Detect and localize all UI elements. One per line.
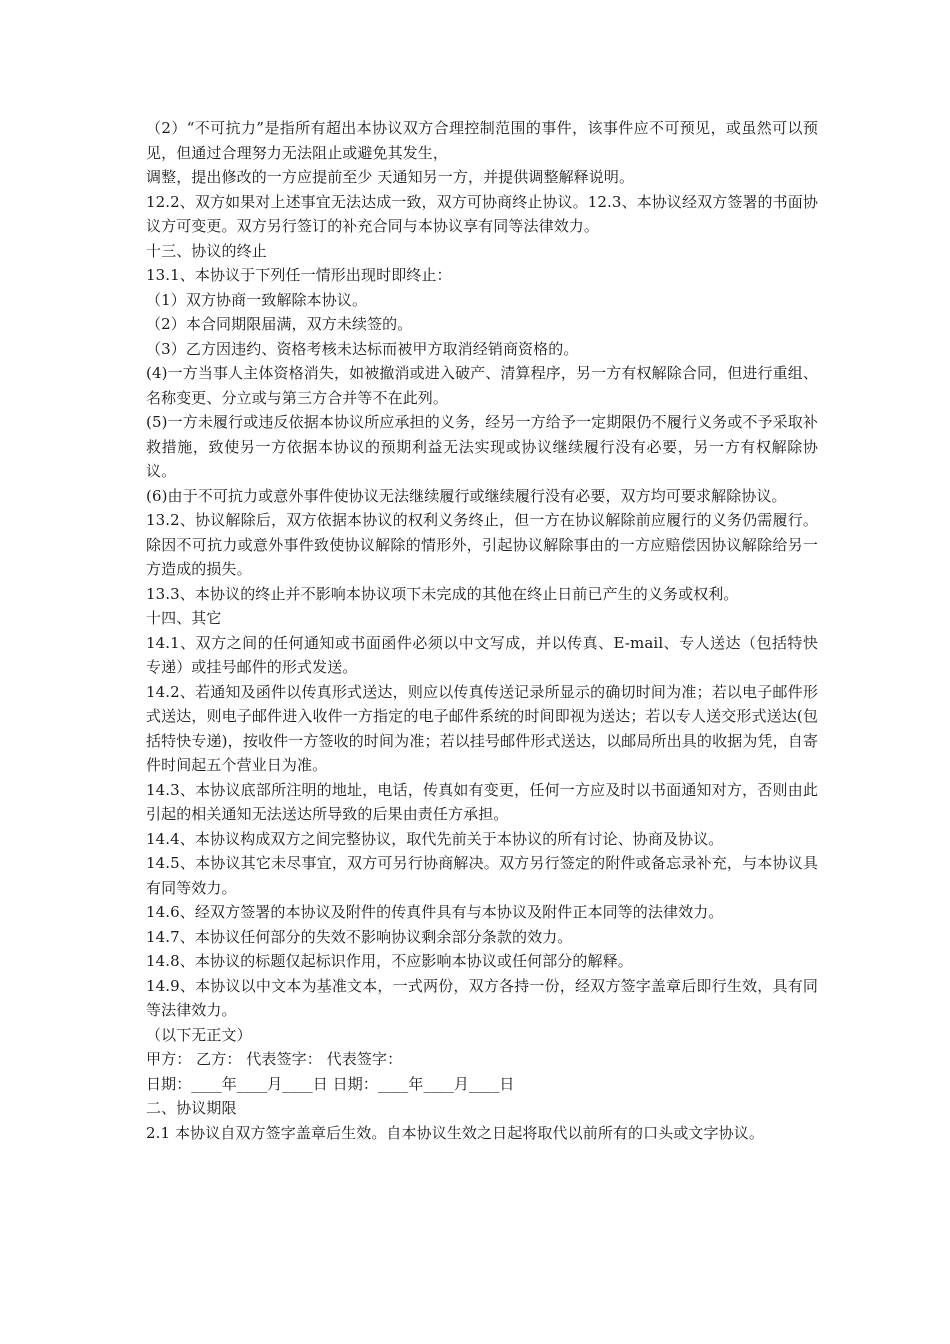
list-item-13-1-6: (6)由于不可抗力或意外事件使协议无法继续履行或继续履行没有必要，双方均可要求解除协议。 (146, 486, 787, 505)
list-item-13-1-4: (4)一方当事人主体资格消失，如被撤消或进入破产、清算程序，另一方有权解除合同，但进行重组、名称变更、分立或与第三方合并等不在此列。 (146, 364, 818, 407)
paragraph-force-majeure-definition: （2）“不可抗力”是指所有超出本协议双方合理控制范围的事件，该事件应不可预见，或虽然可以预见，但通过合理努力无法阻止或避免其发生， (146, 119, 818, 162)
paragraph-13-2: 13.2、协议解除后，双方依据本协议的权利义务终止，但一方在协议解除前应履行的义务仍需履行。除因不可抗力或意外事件致使协议解除的情形外，引起协议解除事由的一方应赔偿因协议解除给另一方造成的损失。 (146, 511, 818, 578)
list-item-13-1-2: （2）本合同期限届满，双方未续签的。 (146, 315, 413, 333)
paragraph-14-3: 14.3、本协议底部所注明的地址，电话，传真如有变更，任何一方应及时以书面通知对方，否则由此引起的相关通知无法送达所导致的后果由责任方承担。 (146, 780, 818, 823)
paragraph-adjustment-notice: 调整，提出修改的一方应提前至少 天通知另一方，并提供调整解释说明。 (146, 168, 635, 186)
paragraph-14-5: 14.5、本协议其它未尽事宜，双方可另行协商解决。双方另行签定的附件或备忘录补充，与本协议具有同等效力。 (146, 854, 818, 897)
paragraph-14-2: 14.2、若通知及函件以传真形式送达，则应以传真传送记录所显示的确切时间为准；若以电子邮件形式送达，则电子邮件进入收件一方指定的电子邮件系统的时间即视为送达；若以专人送交形式送达(包括特快专递)，按收件一方签收的时间为准；若以挂号邮件形式送达，以邮局所出具的收据为凭，自寄件时间起五个营业日为准。 (146, 682, 818, 774)
heading-section-13: 十三、协议的终止 (146, 241, 267, 260)
document-page (146, 116, 818, 1145)
date-line: 日期：____年____月____日 日期：____年____月____日 (146, 1074, 515, 1093)
paragraph-12-2: 12.2、双方如果对上述事宜无法达成一致，双方可协商终止协议。12.3、本协议经双方签署的书面协议方可变更。双方另行签订的补充合同与本协议享有同等法律效力。 (146, 192, 818, 235)
no-further-text-note: （以下无正文） (146, 1025, 252, 1044)
paragraph-2-1: 2.1 本协议自双方签字盖章后生效。自本协议生效之日起将取代以前所有的口头或文字协议。 (146, 1123, 764, 1142)
signature-line: 甲方： 乙方： 代表签字： 代表签字： (146, 1050, 403, 1068)
paragraph-13-3: 13.3、本协议的终止并不影响本协议项下未完成的其他在终止日前已产生的义务或权利。 (146, 584, 739, 603)
list-item-13-1-5: (5)一方未履行或违反依据本协议所应承担的义务，经另一方给予一定期限仍不履行义务或不予采取补救措施，致使另一方依据本协议的预期利益无法实现或协议继续履行没有必要，另一方有权解除协议。 (146, 413, 818, 480)
heading-section-2: 二、协议期限 (146, 1099, 237, 1117)
paragraph-14-7: 14.7、本协议任何部分的失效不影响协议剩余部分条款的效力。 (146, 927, 573, 946)
paragraph-14-1: 14.1、双方之间的任何通知或书面函件必须以中文写成，并以传真、E-mail、专人送达（包括特快专递）或挂号邮件的形式发送。 (146, 633, 818, 676)
paragraph-14-9: 14.9、本协议以中文本为基准文本，一式两份，双方各持一份，经双方签字盖章后即行生效，具有同等法律效力。 (146, 976, 818, 1019)
heading-section-14: 十四、其它 (146, 609, 222, 627)
list-item-13-1-3: （3）乙方因违约、资格考核未达标而被甲方取消经销商资格的。 (146, 339, 579, 358)
paragraph-14-4: 14.4、本协议构成双方之间完整协议，取代先前关于本协议的所有讨论、协商及协议。 (146, 829, 724, 848)
paragraph-14-8: 14.8、本协议的标题仅起标识作用，不应影响本协议或任何部分的解释。 (146, 952, 633, 970)
list-item-13-1-1: （1）双方协商一致解除本协议。 (146, 290, 368, 309)
paragraph-13-1: 13.1、本协议于下列任一情形出现时即终止： (146, 266, 452, 284)
paragraph-14-6: 14.6、经双方签署的本协议及附件的传真件具有与本协议及附件正本同等的法律效力。 (146, 903, 724, 921)
